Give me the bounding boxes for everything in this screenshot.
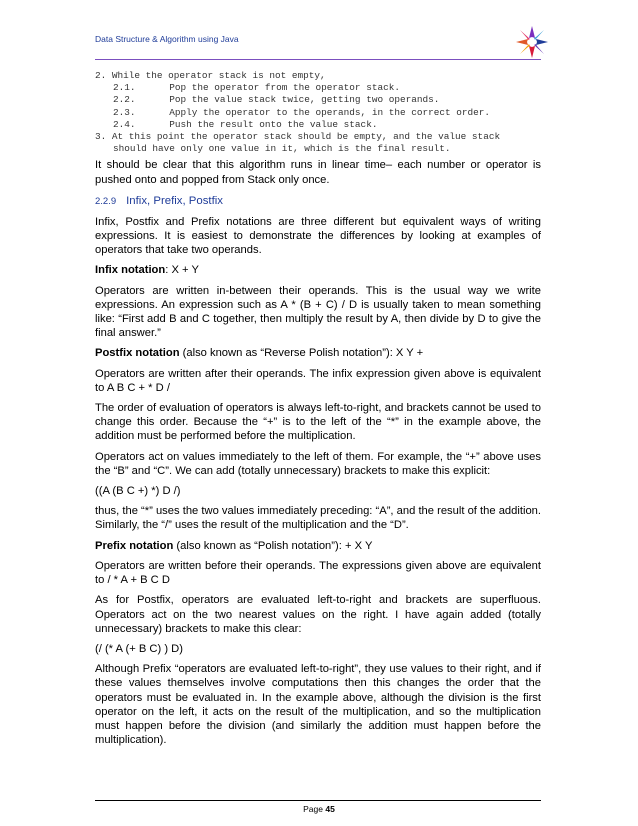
paragraph: Operators act on values immediately to the left of them. For example, the “+” above uses the “B” and “C”. We can add (totally unnecessary) brackets to make this explicit: xyxy=(95,450,541,477)
paragraph: The order of evaluation of operators is always left-to-right, and brackets cannot be used to change this order. Because the “+” is to the left of the “*” in the example above, the addition must be performed before the multiplication. xyxy=(95,402,541,443)
paragraph: Operators are written before their operands. The expressions given above are equivalent to / * A + B C D xyxy=(95,559,541,587)
paragraph: Infix, Postfix and Prefix notations are three different but equivalent ways of writing expressions. It is easiest to demonstrate the differences by looking at examples of operators that take two operands. xyxy=(95,215,541,257)
header-divider xyxy=(95,59,541,60)
paragraph: It should be clear that this algorithm runs in linear time– each number or operator is pushed onto and popped from Stack only once. xyxy=(95,159,541,186)
code-line: 3. At this point the operator stack should be empty, and the value stack xyxy=(95,131,501,143)
paragraph: Operators are written after their operands. The infix expression given above is equivalent to A B C + * D / xyxy=(95,367,541,394)
code-line: 2.3. Apply the operator to the operands, in the correct order. xyxy=(113,106,490,118)
paragraph: thus, the “*” uses the two values immediately preceding: “A”, and the result of the addition. Similarly, the “/” uses the result of the multiplication and the “D”. xyxy=(95,505,541,532)
section-heading xyxy=(95,195,541,207)
page-label: Page xyxy=(303,804,323,814)
postfix-heading: Postfix notation (also known as “Reverse Polish notation”): X Y + xyxy=(95,347,424,360)
paragraph: Although Prefix “operators are evaluated left-to-right”, they use values to their right, and if these values themselves involve computations then this changes the order that the operators must be evaluated in. In the example above, although the division is the first operator on the left, it acts on the result of the multiplication, and so the multiplication must happen before the division (and similarly the addition must happen before the multiplication). xyxy=(95,663,541,747)
paragraph: Operators are written in-between their operands. This is the usual way we write expressions. An expression such as A * (B + C) / D is usually taken to mean something like: “First add B and C together, then multiply the result by A, then divide by D to give the final answer.” xyxy=(95,284,541,340)
paragraph: As for Postfix, operators are evaluated left-to-right and brackets are superfluous. Operators act on the two nearest values on the right. I have again added (totally unnecessary) brackets to make this clear: xyxy=(95,594,541,635)
stylized-star-logo-icon xyxy=(514,24,550,60)
code-line: should have only one value in it, which is the final result. xyxy=(113,143,451,155)
header-title: Data Structure & Algorithm using Java xyxy=(95,34,239,44)
code-line: 2. While the operator stack is not empty, xyxy=(95,70,326,81)
section-title: Infix, Prefix, Postfix xyxy=(126,194,223,207)
prefix-heading: Prefix notation (also known as “Polish notation”): + X Y xyxy=(95,539,373,552)
expression: (/ (* A (+ B C) ) D) xyxy=(95,642,183,655)
code-line: 2.4. Push the result onto the value stack. xyxy=(113,118,378,130)
section-number: 2.2.9 xyxy=(95,195,117,207)
code-line: 2.2. Pop the value stack twice, getting two operands. xyxy=(113,94,440,106)
page-footer xyxy=(0,804,638,814)
code-line: 2.1. Pop the operator from the operator stack. xyxy=(113,82,400,94)
algorithm-code-block xyxy=(95,70,541,155)
page-number: 45 xyxy=(325,804,335,814)
infix-heading: Infix notation: X + Y xyxy=(95,264,199,277)
footer-divider xyxy=(95,800,541,801)
page-header xyxy=(95,24,548,58)
page-content xyxy=(95,70,541,753)
expression: ((A (B C +) *) D /) xyxy=(95,485,181,498)
